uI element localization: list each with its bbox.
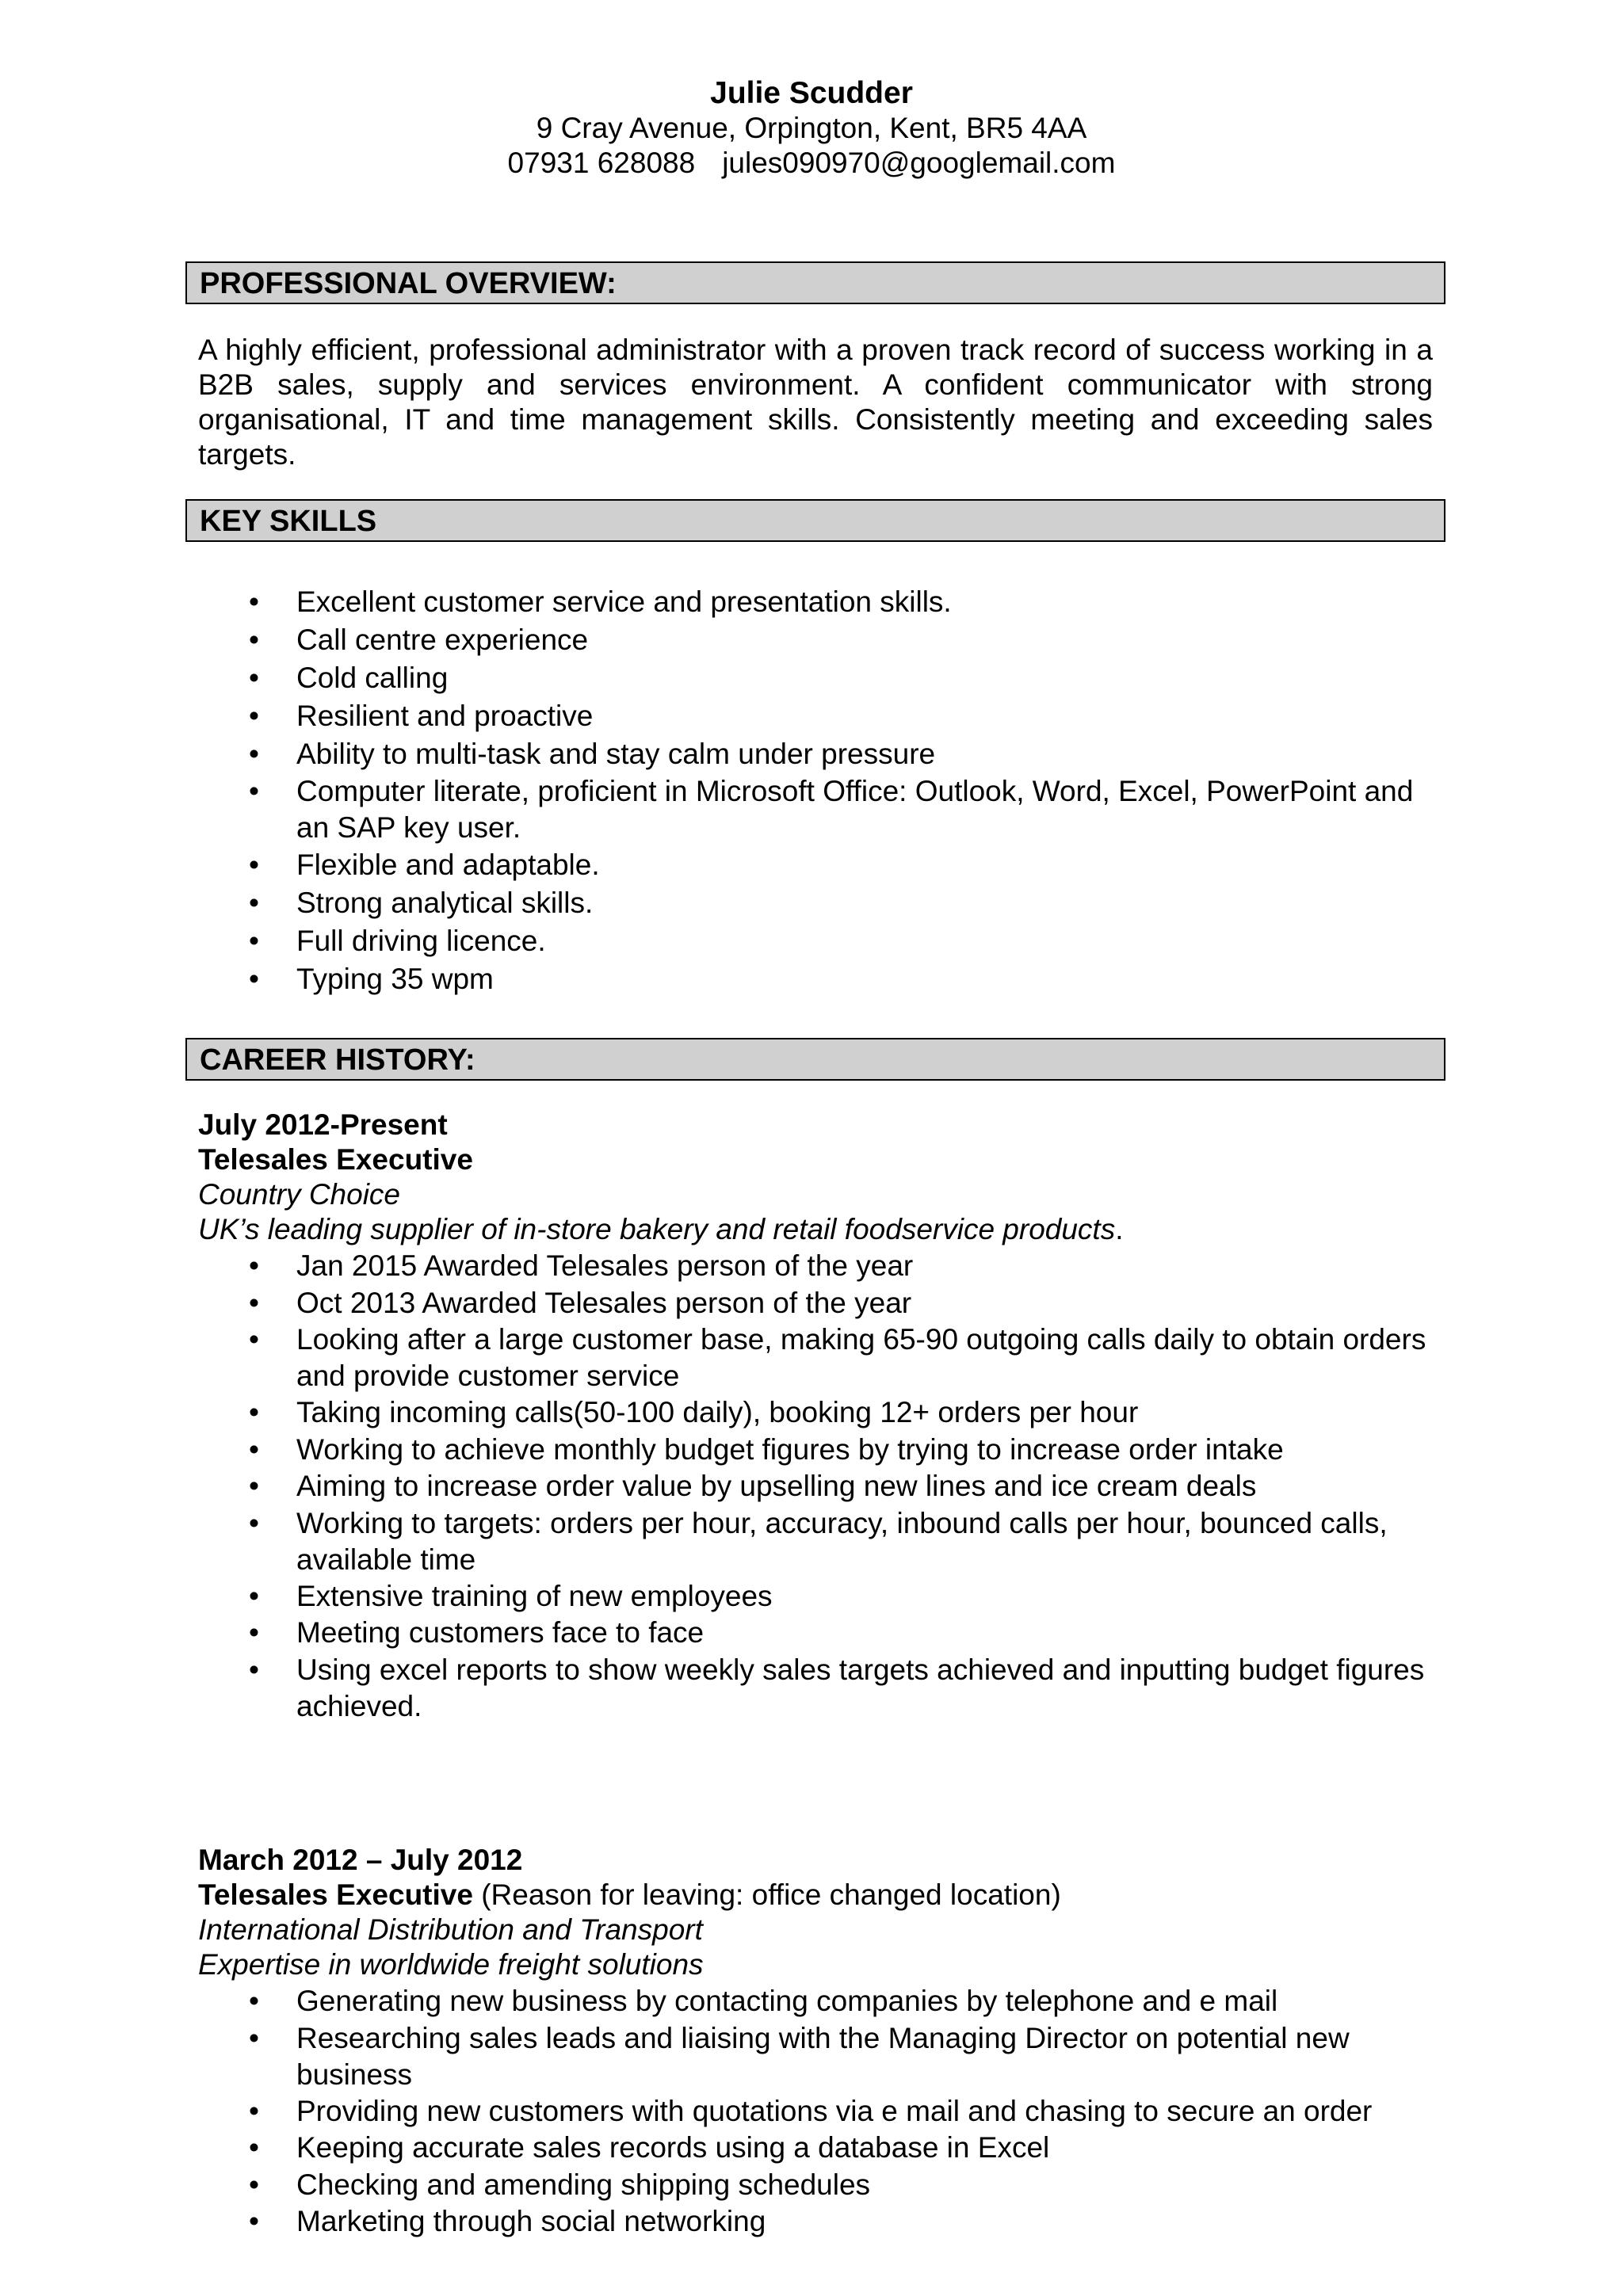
- job-description: Expertise in worldwide freight solutions: [198, 1948, 704, 1981]
- job-title-line: [198, 1142, 1442, 1177]
- job-company: Country Choice: [198, 1178, 401, 1211]
- list-item: • Meeting customers face to face: [198, 1615, 1442, 1652]
- job-dates: July 2012-Present: [198, 1108, 448, 1141]
- list-item: • Full driving licence.: [198, 922, 1442, 960]
- job-title: Telesales Executive: [198, 1878, 473, 1911]
- job-description: UK’s leading supplier of in-store bakery and retail foodservice products: [198, 1213, 1116, 1245]
- job-description-line: [198, 1947, 1442, 1982]
- job-title: Telesales Executive: [198, 1143, 473, 1176]
- list-item: • Jan 2015 Awarded Telesales person of the year: [198, 1248, 1442, 1285]
- list-item: • Cold calling: [198, 659, 1442, 697]
- key-skills-heading: KEY SKILLS: [185, 499, 1445, 542]
- job-dates: March 2012 – July 2012: [198, 1844, 523, 1876]
- list-item: • Computer literate, proficient in Microsoft Office: Outlook, Word, Excel, PowerPoint and an SAP key user.: [198, 773, 1442, 846]
- list-item: • Resilient and proactive: [198, 697, 1442, 735]
- professional-overview-heading: PROFESSIONAL OVERVIEW:: [185, 261, 1445, 304]
- list-item: • Looking after a large customer base, making 65-90 outgoing calls daily to obtain orders and provide customer service: [198, 1322, 1442, 1394]
- candidate-address: 9 Cray Avenue, Orpington, Kent, BR5 4AA: [536, 112, 1087, 144]
- list-item: • Researching sales leads and liaising with the Managing Director on potential new business: [198, 2020, 1442, 2093]
- list-item: • Taking incoming calls(50-100 daily), booking 12+ orders per hour: [198, 1394, 1442, 1432]
- list-item: • Strong analytical skills.: [198, 884, 1442, 922]
- job-duties-list-1: [198, 1248, 1442, 1725]
- candidate-name: Julie Scudder: [710, 76, 913, 110]
- list-item: • Typing 35 wpm: [198, 960, 1442, 998]
- list-item: • Flexible and adaptable.: [198, 846, 1442, 884]
- list-item: • Keeping accurate sales records using a database in Excel: [198, 2130, 1442, 2167]
- list-item: • Working to achieve monthly budget figures by trying to increase order intake: [198, 1432, 1442, 1469]
- list-item: • Marketing through social networking: [198, 2203, 1442, 2241]
- career-history-heading: CAREER HISTORY:: [185, 1038, 1445, 1081]
- list-item: • Excellent customer service and presentation skills.: [198, 583, 1442, 621]
- job-duties-list-2: [198, 1983, 1442, 2241]
- list-item: • Extensive training of new employees: [198, 1578, 1442, 1615]
- job-note: (Reason for leaving: office changed location): [472, 1878, 1061, 1911]
- key-skills-list: [198, 583, 1442, 998]
- list-item: • Generating new business by contacting companies by telephone and e mail: [198, 1983, 1442, 2020]
- job-title-line: [198, 1878, 1442, 1913]
- list-item: • Aiming to increase order value by upselling new lines and ice cream deals: [198, 1468, 1442, 1505]
- candidate-email: jules090970@googlemail.com: [722, 147, 1116, 179]
- contact-line: [0, 146, 1623, 181]
- list-item: • Checking and amending shipping schedules: [198, 2167, 1442, 2204]
- list-item: • Using excel reports to show weekly sales targets achieved and inputting budget figures achieved.: [198, 1652, 1442, 1725]
- list-item: • Ability to multi-task and stay calm under pressure: [198, 735, 1442, 773]
- job-entry-1: [198, 1108, 1442, 1247]
- list-item: • Call centre experience: [198, 621, 1442, 659]
- resume-header: [0, 76, 1623, 181]
- list-item: • Working to targets: orders per hour, accuracy, inbound calls per hour, bounced calls, available time: [198, 1505, 1442, 1578]
- job-description-end: .: [1115, 1213, 1124, 1245]
- job-entry-2: [198, 1843, 1442, 1982]
- candidate-phone: 07931 628088: [507, 147, 696, 179]
- professional-overview-text: A highly efficient, professional administrator with a proven track record of success working in a B2B sales, supply and services environment. A confident communicator with strong organisational, IT and time management skills. Consistently meeting and exceeding sales targets.: [198, 334, 1433, 471]
- job-description-line: [198, 1212, 1442, 1247]
- list-item: • Oct 2013 Awarded Telesales person of the year: [198, 1285, 1442, 1322]
- list-item: • Providing new customers with quotations via e mail and chasing to secure an order: [198, 2093, 1442, 2130]
- job-company: International Distribution and Transport: [198, 1913, 703, 1946]
